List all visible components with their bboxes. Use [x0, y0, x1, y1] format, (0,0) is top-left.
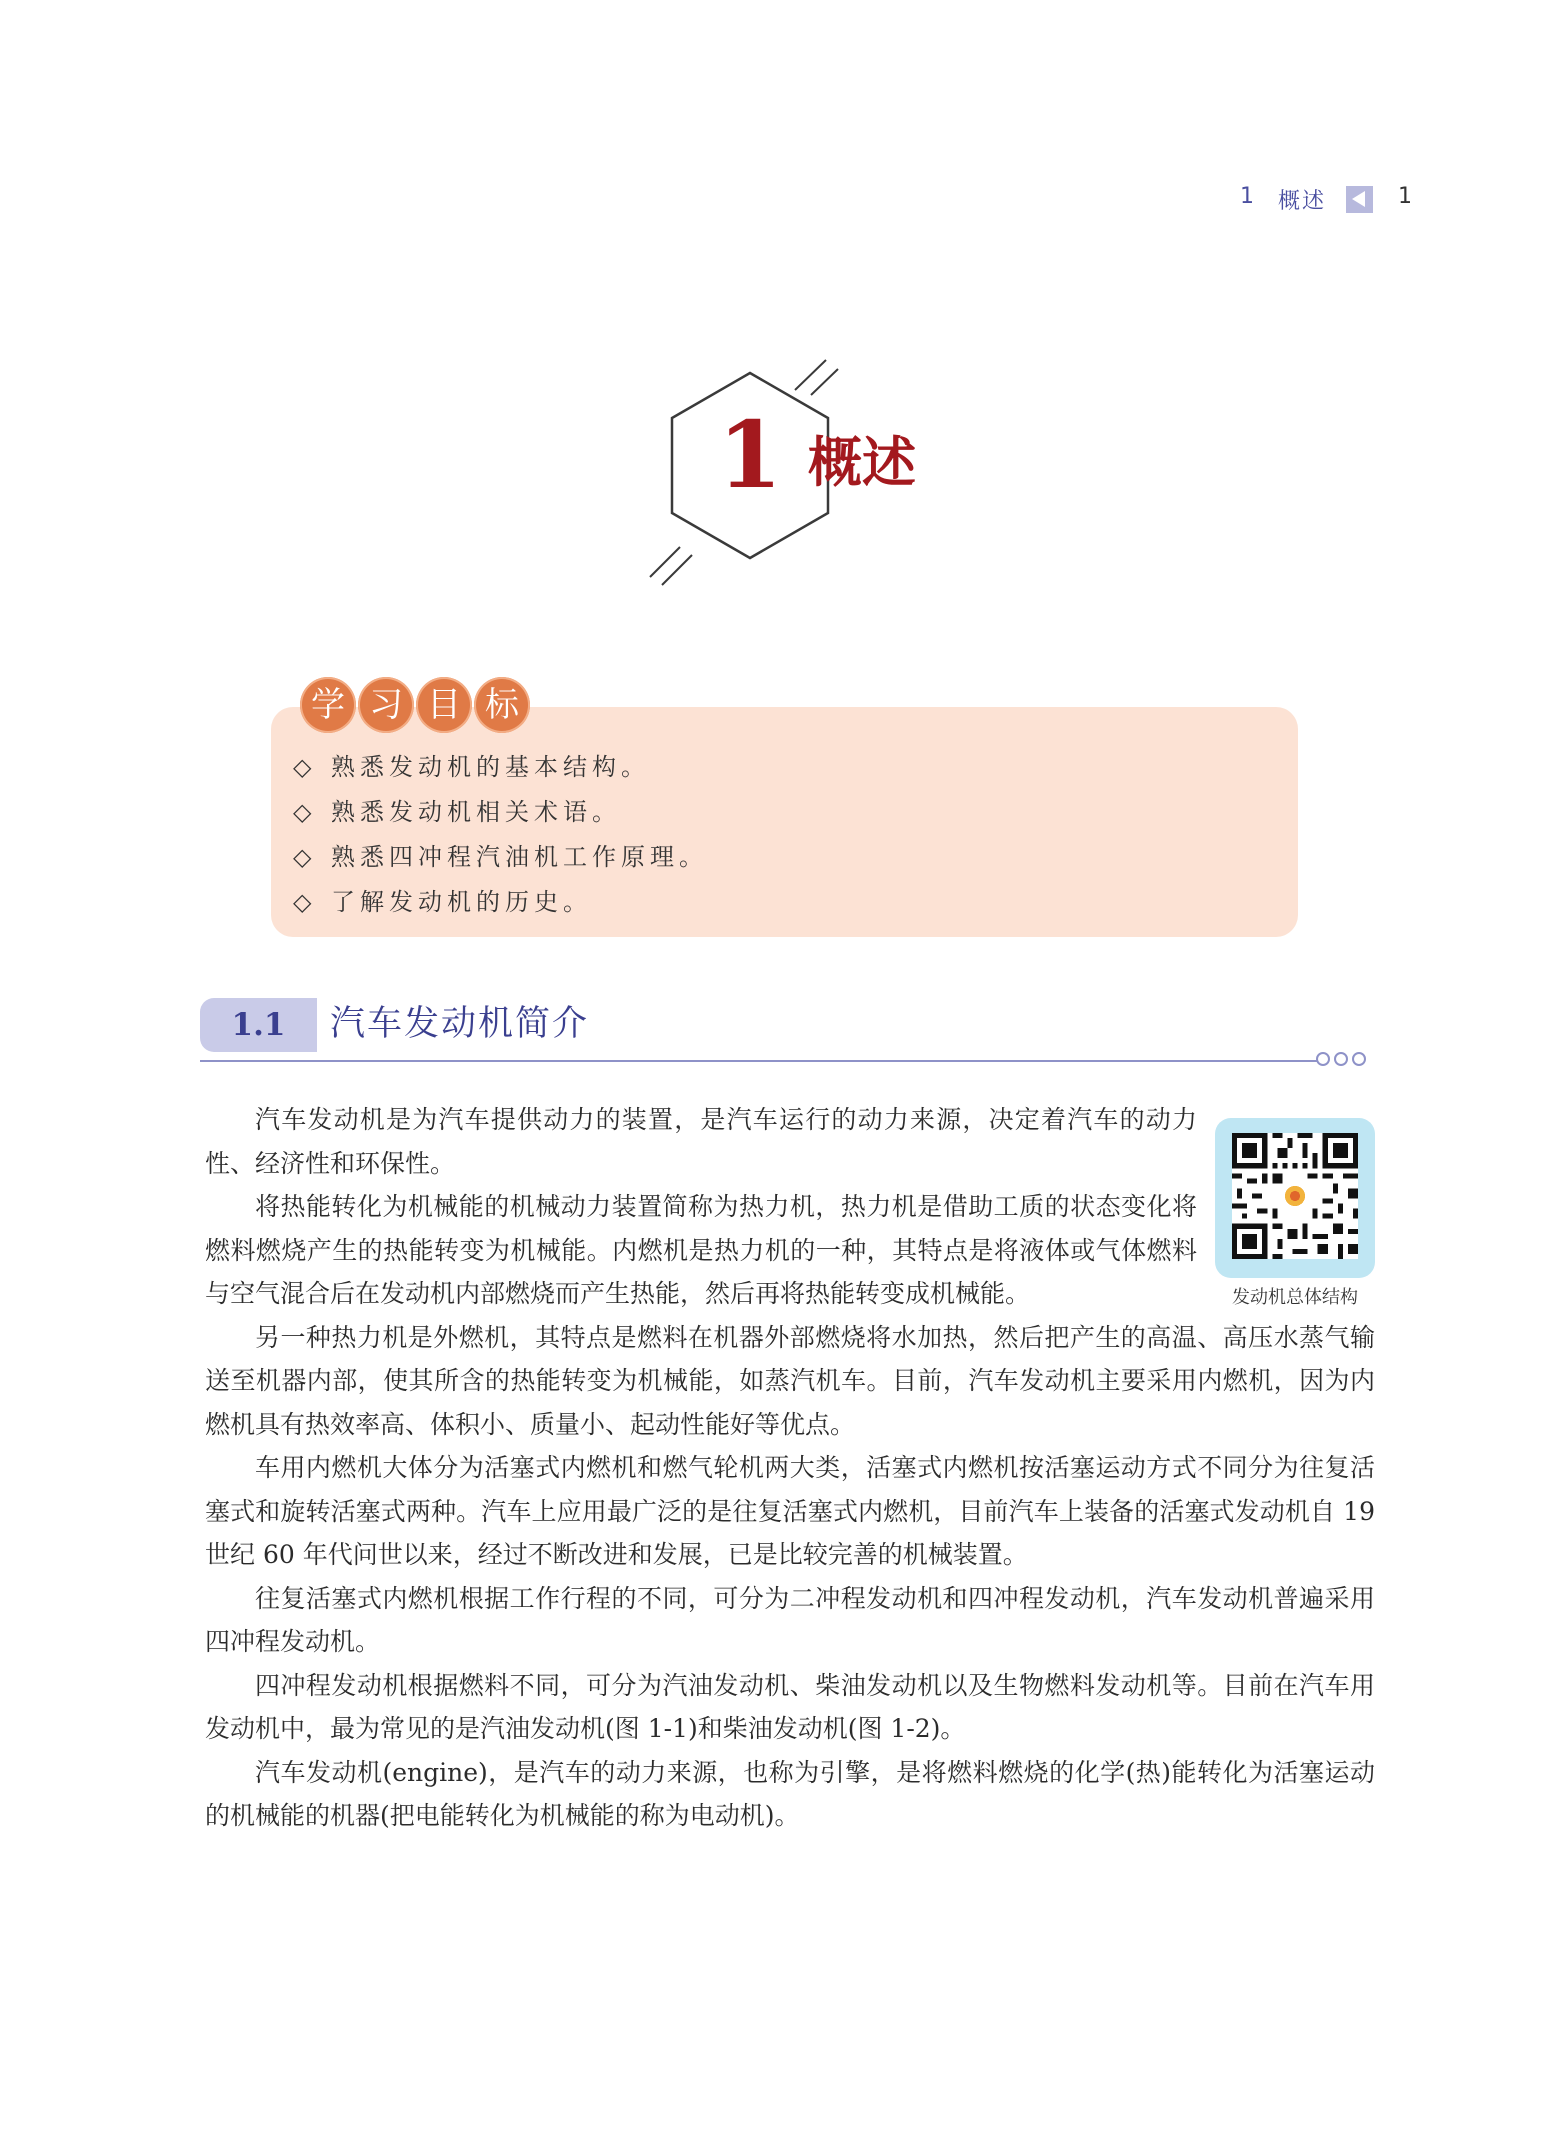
- body-text: [205, 1098, 1375, 1838]
- triangle-left-icon: [1346, 186, 1373, 213]
- diamond-bullet-icon: ◇: [293, 843, 312, 871]
- section-title: 汽车发动机简介: [330, 1004, 590, 1044]
- objectives-badge: [300, 677, 530, 733]
- diamond-bullet-icon: ◇: [293, 798, 312, 826]
- section-dots-ornament: [1316, 1052, 1366, 1066]
- list-item: [293, 745, 708, 790]
- objective-text: 熟悉发动机的基本结构。: [331, 753, 650, 781]
- section-number: 1.1: [231, 1007, 286, 1043]
- objectives-badge-char: 目: [416, 677, 472, 733]
- objectives-list: [293, 745, 708, 925]
- running-header-chapter-number: 1: [1240, 184, 1254, 209]
- circle-icon: [1334, 1052, 1348, 1066]
- paragraph: 四冲程发动机根据燃料不同，可分为汽油发动机、柴油发动机以及生物燃料发动机等。目前在汽车用发动机中，最为常见的是汽油发动机(图 1-1)和柴油发动机(图 1-2)。: [205, 1670, 1375, 1743]
- list-item: [293, 835, 708, 880]
- objective-text: 熟悉发动机相关术语。: [331, 798, 621, 826]
- chapter-title: 概述: [808, 431, 916, 494]
- diamond-bullet-icon: ◇: [293, 753, 312, 781]
- running-header-chapter-title: 概述: [1278, 189, 1327, 214]
- objectives-badge-char: 习: [358, 677, 414, 733]
- paragraph: 将热能转化为机械能的机械动力装置简称为热力机，热力机是借助工质的状态变化将燃料燃烧产生的热能转变为机械能。内燃机是热力机的一种，其特点是将液体或气体燃料与空气混合后在发动机内部燃烧而产生热能，然后再将热能转变成机械能。: [205, 1192, 1197, 1308]
- list-item: [293, 880, 708, 925]
- chapter-number: 1: [718, 401, 783, 509]
- paragraph: 另一种热力机是外燃机，其特点是燃料在机器外部燃烧将水加热，然后把产生的高温、高压水蒸气输送至机器内部，使其所含的热能转变为机械能，如蒸汽机车。目前，汽车发动机主要采用内燃机，因为内燃机具有热效率高、体积小、质量小、起动性能好等优点。: [205, 1322, 1375, 1439]
- diamond-bullet-icon: ◇: [293, 888, 312, 916]
- paragraph: 往复活塞式内燃机根据工作行程的不同，可分为二冲程发动机和四冲程发动机，汽车发动机普遍采用四冲程发动机。: [205, 1583, 1375, 1656]
- objectives-badge-char: 学: [300, 677, 356, 733]
- objective-text: 了解发动机的历史。: [331, 888, 592, 916]
- running-header: [1225, 184, 1425, 220]
- circle-icon: [1316, 1052, 1330, 1066]
- paragraph: 汽车发动机(engine)，是汽车的动力来源，也称为引擎，是将燃料燃烧的化学(热)能转化为活塞运动的机械能的机器(把电能转化为机械能的称为电动机)。: [205, 1757, 1375, 1830]
- section-divider: [200, 1060, 1320, 1062]
- objective-text: 熟悉四冲程汽油机工作原理。: [331, 843, 708, 871]
- objectives-badge-char: 标: [474, 677, 530, 733]
- page-number: 1: [1398, 184, 1412, 209]
- paragraph: 车用内燃机大体分为活塞式内燃机和燃气轮机两大类，活塞式内燃机按活塞运动方式不同分为往复活塞式和旋转活塞式两种。汽车上应用最广泛的是往复活塞式内燃机，目前汽车上装备的活塞式发动机自 19 世纪 60 年代问世以来，经过不断改进和发展，已是比较完善的机械装置。: [205, 1453, 1375, 1569]
- paragraph: 汽车发动机是为汽车提供动力的装置，是汽车运行的动力来源，决定着汽车的动力性、经济性和环保性。: [205, 1105, 1197, 1178]
- circle-icon: [1352, 1052, 1366, 1066]
- list-item: [293, 790, 708, 835]
- qr-caption: 发动机总体结构: [1232, 1287, 1358, 1308]
